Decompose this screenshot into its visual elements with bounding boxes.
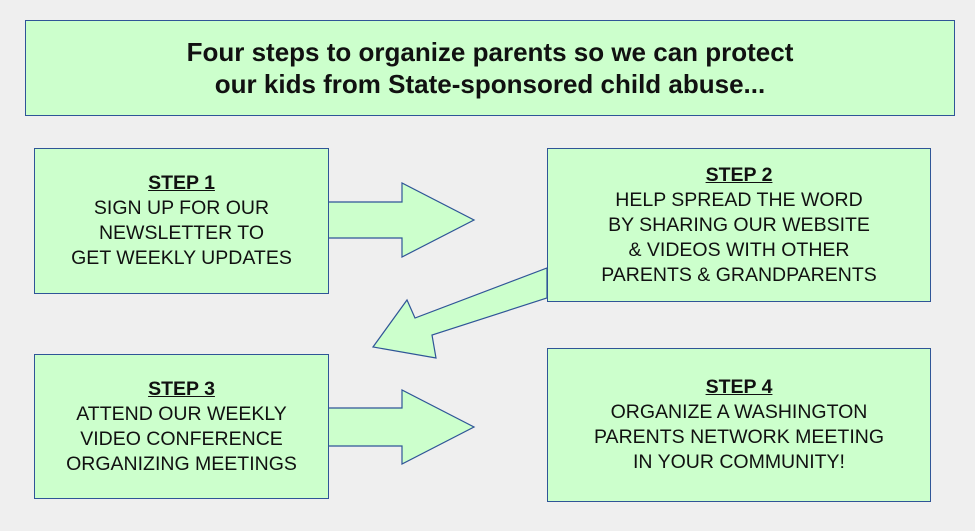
arrow-step3-to-step4 bbox=[328, 390, 474, 464]
step-2-line: & VIDEOS WITH OTHER bbox=[628, 238, 850, 261]
title-banner bbox=[25, 20, 955, 116]
step-1-line: NEWSLETTER TO bbox=[98, 222, 265, 244]
step-4-line: IN YOUR COMMUNITY! bbox=[633, 451, 845, 473]
step-4-box bbox=[547, 348, 931, 502]
title-line-1: Four steps to organize parents so we can protect bbox=[186, 37, 794, 67]
title-line-2: our kids from State-sponsored child abuse... bbox=[214, 69, 766, 99]
arrow-step1-to-step2 bbox=[328, 183, 474, 257]
step-2-line: BY SHARING OUR WEBSITE bbox=[608, 213, 870, 236]
step-2-line: PARENTS & GRANDPARENTS bbox=[601, 263, 877, 286]
step-1-box bbox=[34, 148, 329, 294]
step-4-line: ORGANIZE A WASHINGTON bbox=[610, 401, 868, 423]
step-3-line: VIDEO CONFERENCE bbox=[80, 427, 283, 450]
step-3-line: ORGANIZING MEETINGS bbox=[66, 452, 297, 475]
step-3-line: ATTEND OUR WEEKLY bbox=[76, 402, 287, 425]
step-2-box bbox=[547, 148, 931, 302]
step-2-heading: STEP 2 bbox=[705, 163, 773, 186]
step-1-line: GET WEEKLY UPDATES bbox=[71, 247, 292, 269]
step-3-heading: STEP 3 bbox=[148, 377, 215, 400]
step-3-box bbox=[34, 354, 329, 499]
step-4-line: PARENTS NETWORK MEETING bbox=[594, 426, 884, 448]
arrow-step2-to-step3 bbox=[373, 268, 547, 358]
step-1-line: SIGN UP FOR OUR bbox=[93, 197, 270, 219]
step-1-heading: STEP 1 bbox=[148, 172, 215, 194]
step-4-heading: STEP 4 bbox=[705, 376, 773, 398]
step-2-line: HELP SPREAD THE WORD bbox=[615, 188, 863, 211]
